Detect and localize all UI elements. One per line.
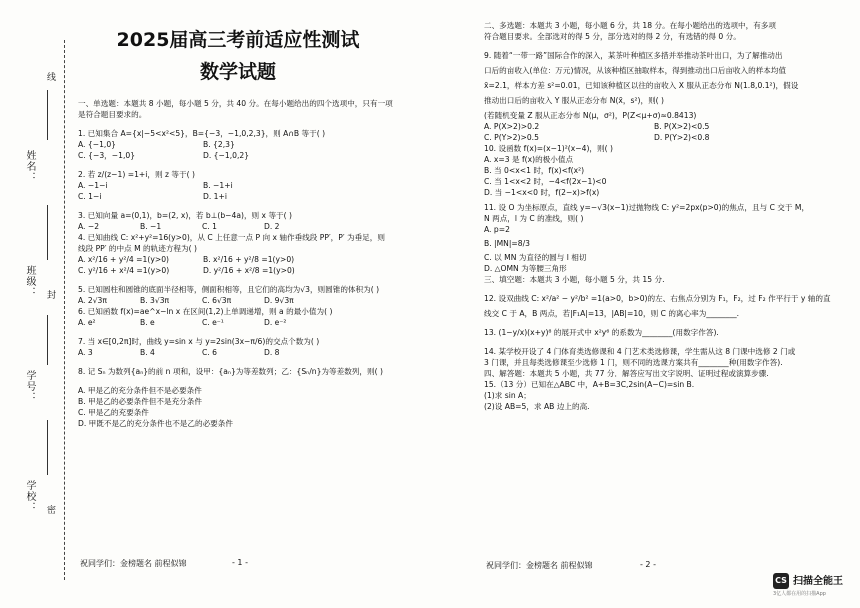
option: D. △OMN 为等腰三角形 [484, 264, 567, 273]
option: A. 甲是乙的充分条件但不是必要条件 [78, 386, 202, 395]
section-heading: 三、填空题：本题共 3 小题，每小题 5 分，共 15 分. [484, 275, 665, 284]
option: C. 当 1<x<2 时，−4<f(2x−1)<0 [484, 177, 607, 186]
seal-char-1: 线 [45, 72, 55, 82]
option: D. 2 [264, 222, 280, 231]
option: B. |MN|=8/3 [484, 239, 530, 248]
question-4: 4. 已知曲线 C: x²+y²=16(y>0)，从 C 上任意一点 P 向 x 轴作垂线段 PP′，P′ 为垂足，则 [78, 233, 385, 242]
option: A. {−1,0} [78, 140, 116, 149]
class-line [47, 205, 48, 260]
option: D. 当 −1<x<0 时，f(2−x)>f(x) [484, 188, 600, 197]
question-15-part-2: (2)设 AB=5，求 AB 边上的高. [484, 402, 590, 411]
section-heading: 符合题目要求。全部选对的得 5 分，部分选对的得 2 分，有选错的得 0 分。 [484, 32, 741, 41]
left-column [78, 28, 408, 429]
watermark-app-name: 扫描全能王 [793, 576, 843, 587]
camscanner-logo-icon: CS [773, 573, 789, 589]
question-9-note: (若随机变量 Z 服从正态分布 N(μ，σ²)，P(Z<μ+σ)≈0.8413) [484, 111, 697, 120]
question-6: 6. 已知函数 f(x)=ae^x−ln x 在区间(1,2)上单调递增，则 a 的最小值为( ) [78, 307, 333, 316]
option: B. 4 [140, 348, 155, 357]
seal-char-2: 封 [45, 290, 55, 300]
option: D. y²/16 + x²/8 =1(y>0) [203, 266, 295, 275]
option: D. e⁻² [264, 318, 287, 327]
option: D. P(Y>2)<0.8 [654, 133, 710, 142]
student-no-label: 学号： [24, 370, 35, 403]
option: B. 3√3π [140, 296, 170, 305]
student-no-line [47, 315, 48, 365]
section-heading: 是符合题目要求的。 [78, 110, 147, 119]
question-4-cont: 线段 PP′ 的中点 M 的轨迹方程为( ) [78, 244, 197, 253]
footer-motto-left: 祝同学们：金榜题名 前程似锦 [80, 559, 187, 568]
name-line [47, 90, 48, 140]
question-13: 13. (1−y/x)(x+y)⁸ 的展开式中 x²y⁶ 的系数为________(用数字作答). [484, 328, 719, 337]
right-column [484, 20, 831, 412]
option: C. y²/16 + x²/4 =1(y>0) [78, 266, 170, 275]
question-11-cont: N 两点，l 为 C 的准线，则( ) [484, 214, 584, 223]
option: C. e⁻¹ [202, 318, 224, 327]
seal-char-3: 密 [45, 505, 55, 515]
option: D. 甲既不是乙的充分条件也不是乙的必要条件 [78, 419, 233, 428]
option: C. 1−i [78, 192, 102, 201]
option: B. −1+i [203, 181, 233, 190]
question-15-part-1: (1)求 sin A； [484, 391, 531, 400]
question-9-cont: 推动出口后的亩收入 Y 服从正态分布 N(x̄，s²)，则( ) [484, 96, 665, 105]
option: A. 2√3π [78, 296, 107, 305]
option: A. p=2 [484, 225, 510, 234]
option: B. x²/16 + y²/8 =1(y>0) [203, 255, 295, 264]
watermark-tagline: 3亿人都在用的扫描App [773, 591, 826, 597]
option: A. 3 [78, 348, 93, 357]
option: A. P(X>2)>0.2 [484, 122, 540, 131]
question-12-cont: 线交 C 于 A，B 两点，若|F₁A|=13，|AB|=10，则 C 的离心率为________. [484, 309, 740, 318]
option: B. −1 [140, 222, 162, 231]
option: A. −1−i [78, 181, 108, 190]
question-9: 9. 随着“一带一路”国际合作的深入，某茶叶种植区多措并举推动茶叶出口，为了解推动出 [484, 51, 783, 60]
option: C. 6√3π [202, 296, 232, 305]
scanner-watermark [773, 570, 853, 600]
exam-subtitle: 数学试题 [199, 61, 276, 83]
option: B. 甲是乙的必要条件但不是充分条件 [78, 397, 202, 406]
section-heading: 一、单选题：本题共 8 小题，每小题 5 分，共 40 分。在每小题给出的四个选项中，只有一项 [78, 99, 393, 108]
question-10: 10. 设函数 f(x)=(x−1)²(x−4)，则( ) [484, 144, 613, 153]
option: D. 1+i [203, 192, 227, 201]
name-label: 姓名： [24, 150, 35, 183]
question-3: 3. 已知向量 a=(0,1)，b=(2, x)，若 b⊥(b−4a)，则 x 等于( ) [78, 211, 292, 220]
option: C. P(Y>2)>0.5 [484, 133, 539, 142]
option: A. −2 [78, 222, 100, 231]
option: D. 9√3π [264, 296, 294, 305]
question-14: 14. 某学校开设了 4 门体育类选修课和 4 门艺术类选修课，学生需从这 8 门课中选修 2 门或 [484, 347, 796, 356]
question-12: 12. 设双曲线 C: x²/a² − y²/b² =1(a>0，b>0)的左、右焦点分别为 F₁，F₂，过 F₂ 作平行于 y 轴的直 [484, 294, 831, 303]
question-8: 8. 记 Sₙ 为数列{aₙ}的前 n 项和，设甲：{aₙ}为等差数列；乙：{Sₙ/n}为等差数列，则( ) [78, 367, 383, 376]
question-5: 5. 已知圆柱和圆锥的底面半径相等，侧面积相等，且它们的高均为√3，则圆锥的体积为( ) [78, 285, 380, 294]
question-1: 1. 已知集合 A={x|−5<x²<5}，B={−3，−1,0,2,3}，则 A∩B 等于( ) [78, 129, 326, 138]
option: C. 1 [202, 222, 217, 231]
question-14-cont: 3 门课，并且每类选修课至少选修 1 门，则不同的选课方案共有________种(用数字作答). [484, 358, 783, 367]
option: C. 6 [202, 348, 217, 357]
option: D. {−1,0,2} [203, 151, 250, 160]
question-15: 15.（13 分）已知在△ABC 中，A+B=3C,2sin(A−C)=sin B. [484, 380, 695, 389]
footer-motto-right: 祝同学们：金榜题名 前程似锦 [486, 561, 593, 570]
footer-page-left: - 1 - [232, 558, 248, 567]
option: C. {−3，−1,0} [78, 151, 136, 160]
school-line [47, 420, 48, 475]
class-label: 班级： [24, 265, 35, 298]
binding-margin [0, 0, 70, 608]
option: D. 8 [264, 348, 280, 357]
option: B. P(X>2)<0.5 [654, 122, 710, 131]
option: B. {2,3} [203, 140, 235, 149]
exam-title: 2025届高三考前适应性测试 [116, 29, 360, 51]
option: A. x²/16 + y²/4 =1(y>0) [78, 255, 169, 264]
question-2: 2. 若 z/(z−1) =1+i，则 z 等于( ) [78, 170, 195, 179]
question-9-cont: 口后的亩收入(单位：万元)情况，从该种植区抽取样本，得到推动出口后亩收入的样本均值 [484, 66, 787, 75]
section-heading: 四、解答题：本题共 5 小题，共 77 分．解答应写出文字说明、证明过程或演算步骤. [484, 369, 769, 378]
question-11: 11. 设 O 为坐标原点，直线 y=−√3(x−1)过抛物线 C: y²=2px(p>0)的焦点，且与 C 交于 M， [484, 203, 810, 212]
seal-line [64, 40, 65, 580]
question-9-cont: x̄=2.1，样本方差 s²=0.01，已知该种植区以往的亩收入 X 服从正态分布 N(1.8,0.1²)，假设 [484, 81, 799, 90]
option: B. 当 0<x<1 时，f(x)<f(x²) [484, 166, 585, 175]
option: A. e² [78, 318, 96, 327]
option: A. x=3 是 f(x)的极小值点 [484, 155, 574, 164]
section-heading: 二、多选题：本题共 3 小题，每小题 6 分，共 18 分。在每小题给出的选项中，有多项 [484, 21, 776, 30]
option: C. 甲是乙的充要条件 [78, 408, 149, 417]
option: B. e [140, 318, 155, 327]
school-label: 学校： [24, 480, 35, 513]
question-7: 7. 当 x∈[0,2π]时，曲线 y=sin x 与 y=2sin(3x−π/6)的交点个数为( ) [78, 337, 320, 346]
option: C. 以 MN 为直径的圆与 l 相切 [484, 253, 587, 262]
footer-page-right: - 2 - [640, 560, 656, 569]
